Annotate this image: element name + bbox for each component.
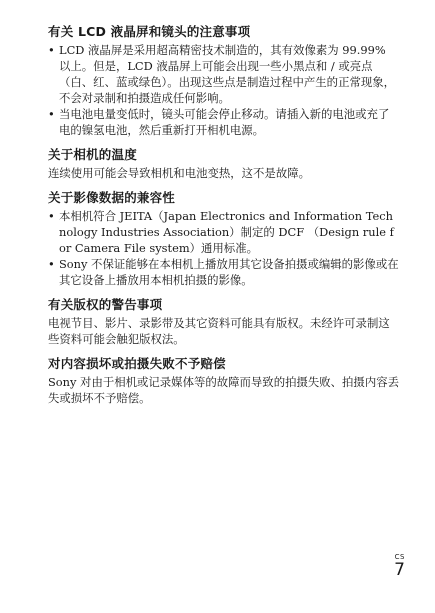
section-heading: 对内容损坏或拍摄失败不予赔偿: [48, 356, 226, 371]
bullet-item: [48, 256, 400, 288]
section-paragraph: Sony 对由于相机或记录媒体等的故障而导致的拍摄失败、拍摄内容丢失或损坏不予赔偿。: [48, 375, 399, 405]
bullet-list: [48, 42, 400, 138]
bullet-item: [48, 42, 400, 106]
bullet-item: [48, 208, 400, 256]
bullet-item: [48, 106, 400, 138]
section-heading: 关于影像数据的兼容性: [48, 190, 176, 205]
page-number: 7: [394, 560, 405, 580]
section-heading: 有关版权的警告事项: [48, 297, 163, 312]
section-copyright-warning: [48, 297, 400, 347]
bullet-marker: •: [48, 209, 55, 223]
language-code: CS: [394, 553, 405, 561]
bullet-marker: •: [48, 107, 55, 121]
page-footer: [394, 553, 405, 579]
section-camera-temperature: [48, 147, 400, 181]
bullet-text: 当电池电量变低时，镜头可能会停止移动。请插入新的电池或充了电的镍氢电池，然后重新打开相机电源。: [59, 107, 390, 137]
section-lcd-lens-precautions: [48, 24, 400, 138]
bullet-text: 本相机符合 JEITA（Japan Electronics and Information Technology Industries Association）制定的 DCF （Design rule for Camera File system）通用标准。: [59, 209, 394, 255]
section-no-compensation: [48, 356, 400, 406]
section-paragraph: 电视节目、影片、录影带及其它资料可能具有版权。未经许可录制这些资料可能会触犯版权法。: [48, 316, 390, 346]
bullet-text: LCD 液晶屏是采用超高精密技术制造的，其有效像素为 99.99% 以上。但是，LCD 液晶屏上可能会出现一些小黑点和 / 或亮点 （白、红、蓝或绿色）。出现这些点是制造过程中产生的正常现象，不会对录制和拍摄造成任何影响。: [59, 43, 396, 105]
section-heading: 关于相机的温度: [48, 147, 137, 162]
bullet-text: Sony 不保证能够在本相机上播放用其它设备拍摄或编辑的影像或在其它设备上播放用本相机拍摄的影像。: [59, 257, 399, 287]
section-paragraph: 连续使用可能会导致相机和电池变热，这不是故障。: [48, 166, 310, 180]
manual-page-content: [48, 24, 400, 406]
bullet-list: [48, 208, 400, 288]
section-image-data-compatibility: [48, 190, 400, 288]
section-heading: 有关 LCD 液晶屏和镜头的注意事项: [48, 24, 251, 39]
bullet-marker: •: [48, 43, 55, 57]
bullet-marker: •: [48, 257, 55, 271]
